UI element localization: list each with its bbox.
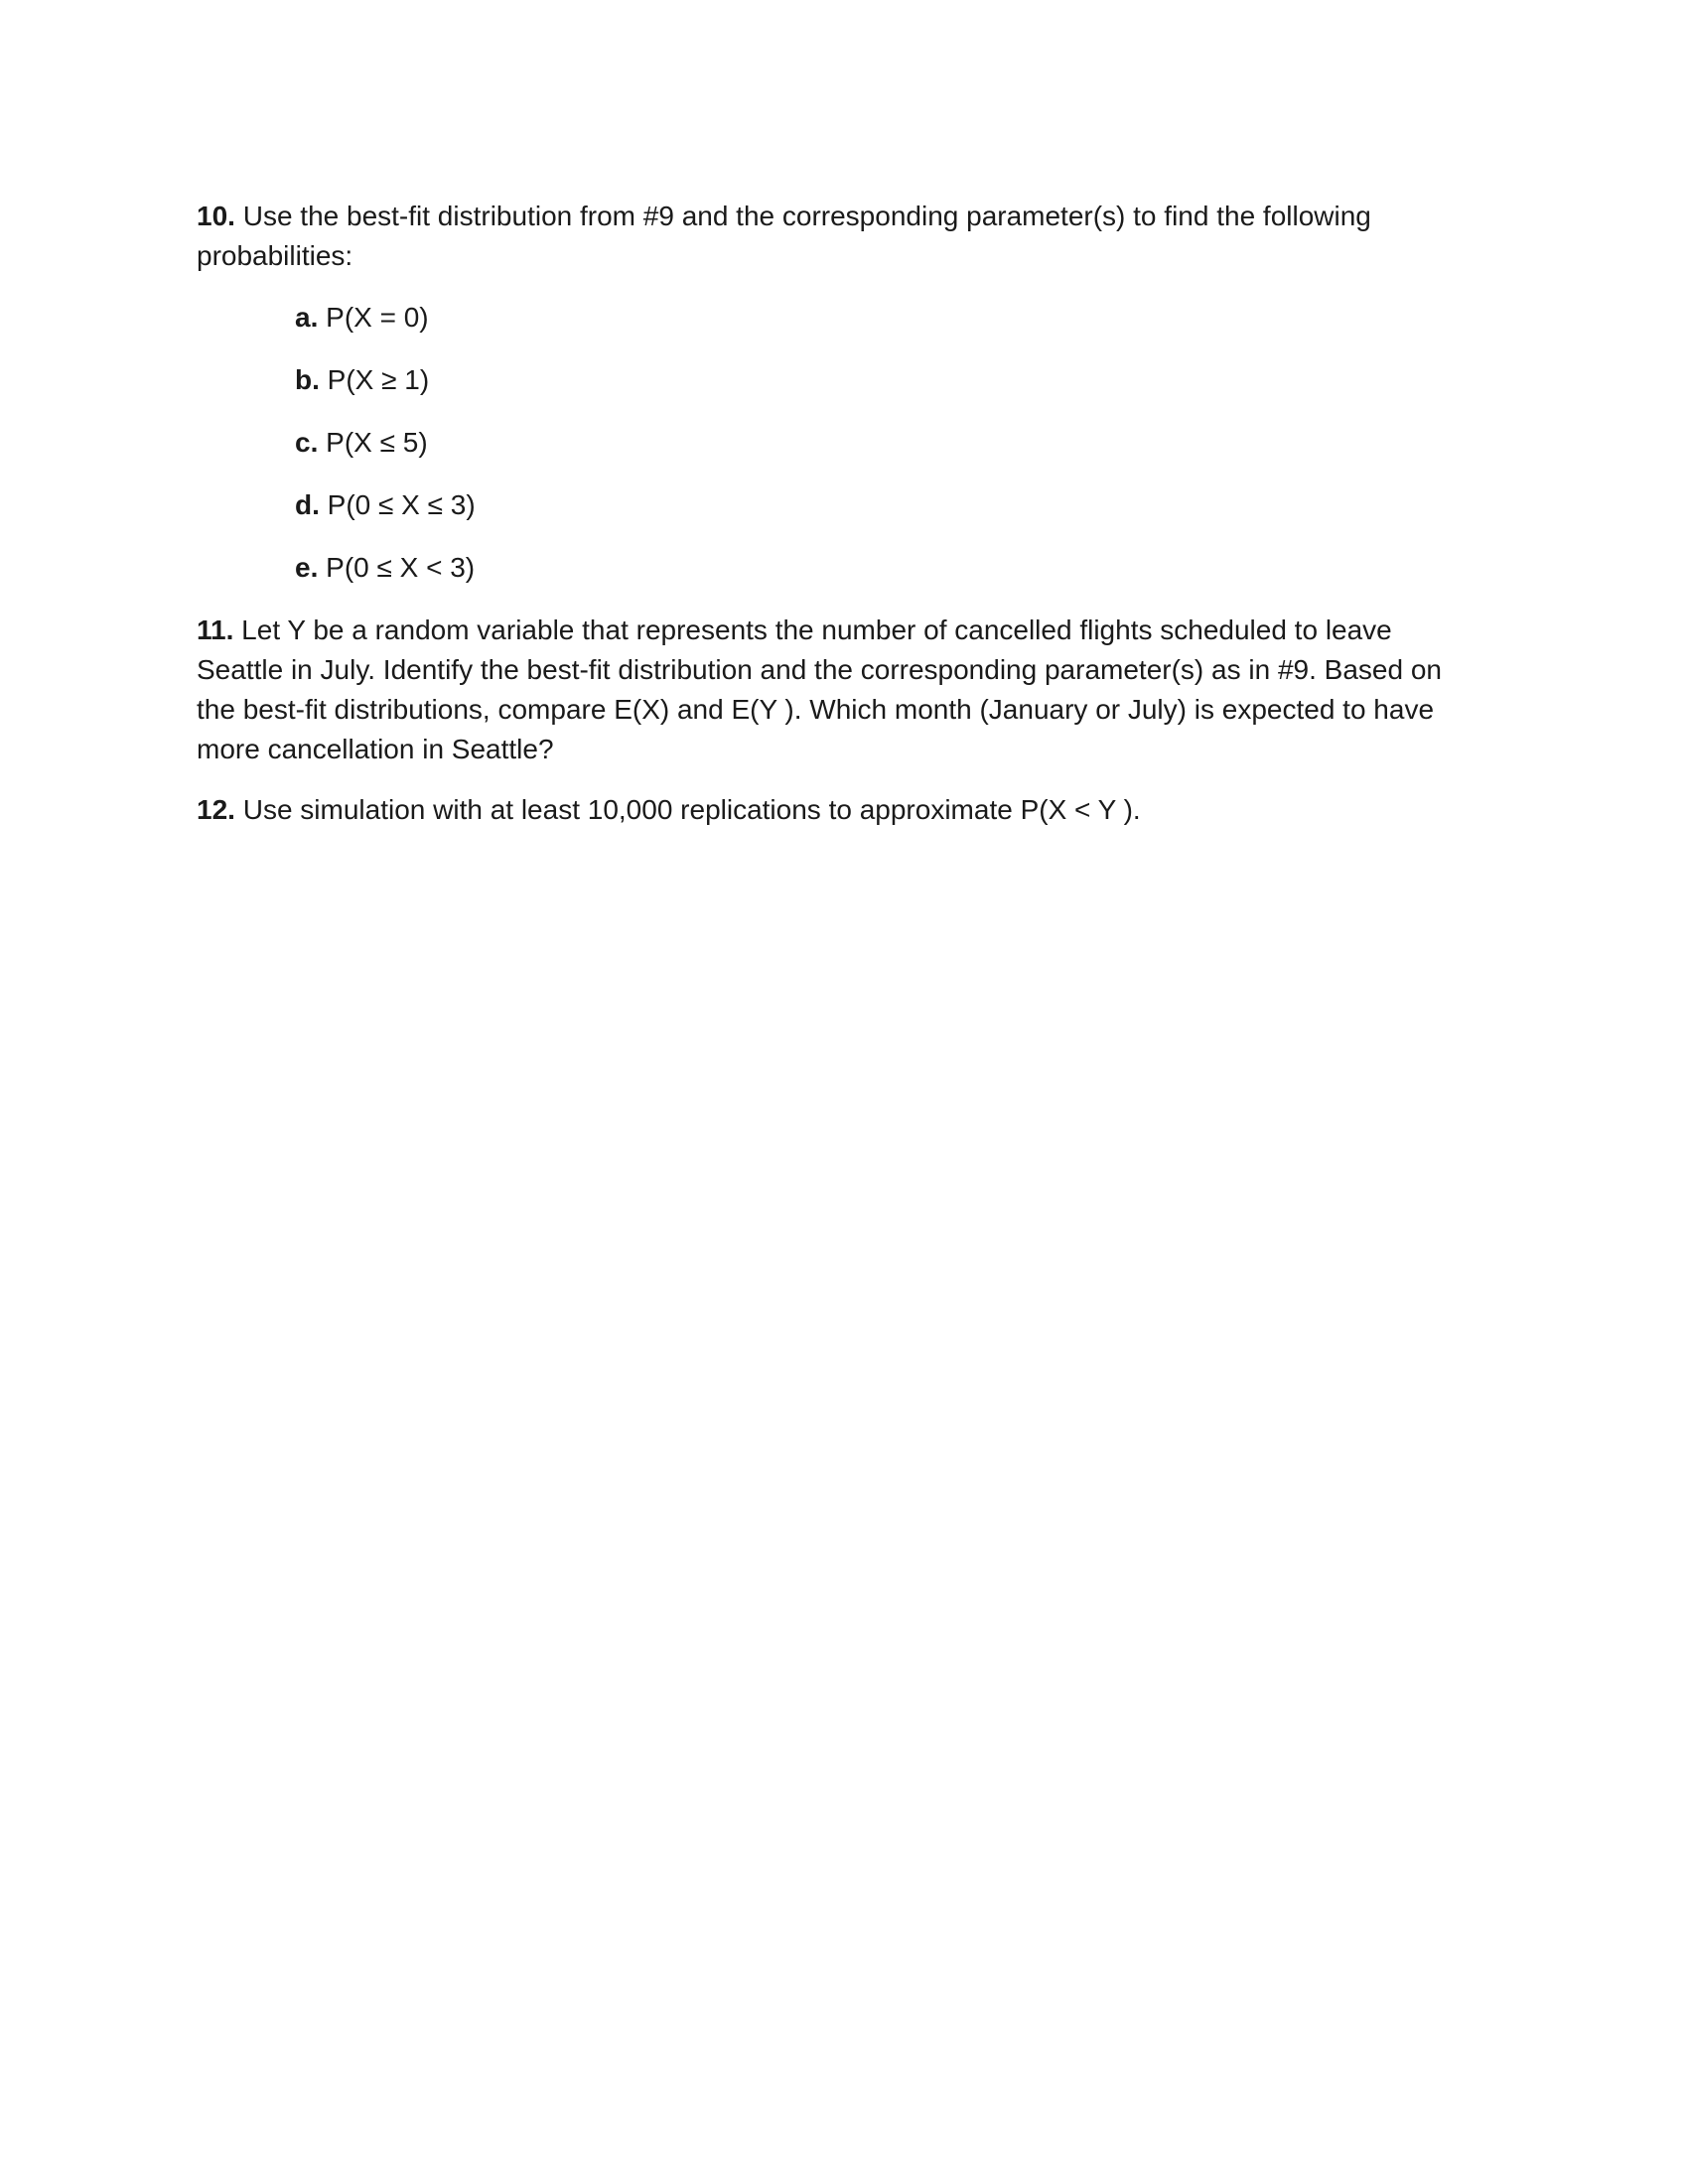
- subitem-expression: P(X ≤ 5): [326, 427, 428, 458]
- question-number: 11.: [197, 614, 234, 645]
- question-text: Use the best-fit distribution from #9 and the corresponding parameter(s) to find the following probabilities:: [197, 201, 1371, 271]
- subitem-expression: P(X ≥ 1): [327, 364, 430, 395]
- question-11: [197, 611, 1477, 769]
- subitem-letter: d.: [295, 489, 320, 520]
- subitem-expression: P(0 ≤ X ≤ 3): [327, 489, 476, 520]
- subitem-a: [295, 298, 1477, 338]
- question-number: 12.: [197, 794, 235, 825]
- question-number: 10.: [197, 201, 235, 231]
- question-text: Use simulation with at least 10,000 replications to approximate P(X < Y ).: [242, 794, 1141, 825]
- subitem-letter: c.: [295, 427, 319, 458]
- subitem-d: [295, 485, 1477, 525]
- document-page: [197, 197, 1477, 830]
- subitem-e: [295, 548, 1477, 588]
- question-10: [197, 197, 1477, 276]
- subitem-letter: b.: [295, 364, 320, 395]
- subitem-c: [295, 423, 1477, 463]
- subitem-letter: a.: [295, 302, 319, 333]
- subitem-expression: P(0 ≤ X < 3): [326, 552, 476, 583]
- subitem-letter: e.: [295, 552, 319, 583]
- question-12: [197, 790, 1477, 830]
- subitem-b: [295, 360, 1477, 400]
- question-text: Let Y be a random variable that represents the number of cancelled flights scheduled to leave Seattle in July. Identify the best-fit distribution and the corresponding parameter(s) as in #9. Based on the best-fit distributions, compare E(X) and E(Y ). Which month (January or July) is expected to have more cancellation in Seattle?: [197, 614, 1442, 764]
- subitem-expression: P(X = 0): [326, 302, 429, 333]
- question-10-subitems: [295, 298, 1477, 588]
